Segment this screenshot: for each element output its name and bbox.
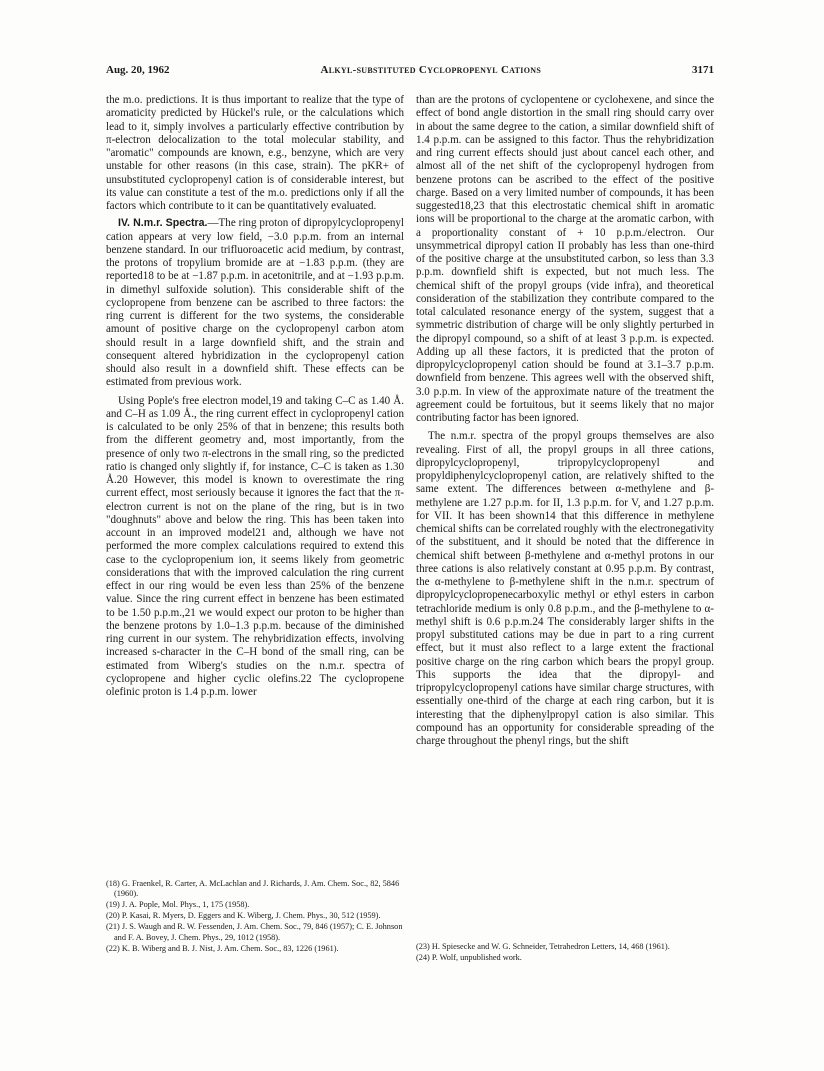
page-number: 3171	[692, 64, 714, 76]
header-date: Aug. 20, 1962	[106, 64, 170, 76]
left-column	[106, 94, 404, 699]
header-title: Alkyl-substituted Cyclopropenyl Cations	[320, 64, 542, 76]
footnotes-left	[106, 878, 404, 954]
left-paragraph-2-text: —The ring proton of dipropylcyclopropenyl cation appears at very low field, −3.0 p.p.m. from an internal benzene standard. In our trifluoroacetic acid medium, by contrast, the protons of tropylium bromide are at −1.83 p.p.m. (they are reported18 to be at −1.87 p.p.m. in acetonitrile, and at −1.93 p.p.m. in dimethyl sulfoxide solution). This considerable shift of the cyclopropene from benzene can be ascribed to three factors: the ring current is different for the two systems, the considerable amount of positive charge on the cyclopropenyl carbon atom should result in a large downfield shift, and the strain and consequent altered hybridization in the cyclopropenyl cation should also result in a downfield shift. These effects can be estimated from previous work.	[106, 217, 404, 389]
left-paragraph-3: Using Pople's free electron model,19 and taking C–C as 1.40 Å. and C–H as 1.09 Å., the ring current effect in cyclopropenyl cation is calculated to be only 25% of that in benzene; this results both from the different geometry and, most importantly, from the presence of only two π-electrons in the small ring, so the predicted ratio is changed only slightly if, for instance, C–C is taken as 1.30 Å.20 However, this model is known to overestimate the ring current effect, most seriously because it ignores the fact that the π-electron current is not on the plane of the ring, but is in two "doughnuts" above and below the ring. This has been taken into account in an improved model21 and, although we have not performed the more complex calculations required to extend this case to the cyclopropenium ion, it seems likely from geometric considerations that with the improved calculation the ring current effect in our ring would be even less than 25% of the benzene value. Since the ring current effect in benzene has been estimated to be 1.50 p.p.m.,21 we would expect our proton to be higher than the benzene protons by 1.0–1.3 p.p.m. because of the diminished ring current in our system. The rehybridization effects, involving increased s-character in the C–H bond of the small ring, can be estimated from Wiberg's studies on the n.m.r. spectra of cyclopropene and higher cyclic olefins.22 The cyclopropene olefinic proton is 1.4 p.p.m. lower	[106, 394, 404, 698]
footnote: (19) J. A. Pople, Mol. Phys., 1, 175 (1958).	[106, 900, 250, 910]
section-heading: IV. N.m.r. Spectra.	[118, 217, 208, 230]
right-paragraph-1: than are the protons of cyclopentene or cyclohexene, and since the effect of bond angle distortion in the small ring should carry over in about the same degree to the cation, a similar downfield shift of 1.4 p.p.m. can be assigned to this factor. Thus the rehybridization and ring current effects should just about cancel each other, and almost all of the net shift of the cyclopropenyl hydrogen from benzene protons can be ascribed to the effect of the positive charge. Based on a very limited number of compounds, it has been suggested18,23 that this electrostatic chemical shift in aromatic ions will be proportional to the charge at the aromatic carbon, with a proportionality constant of + 10 p.p.m./electron. Our unsymmetrical dipropyl cation II probably has less than one-third of the positive charge at the unsubstituted carbon, so less than 3.3 p.p.m. downfield shift is expected, but not much less. The chemical shift of the propyl groups (vide infra), and theoretical consideration of the stabilization they contribute compared to the total calculated resonance energy of the system, suggest that a symmetric distribution of charge will be only slightly perturbed in the dipropyl compound, so a shift of at least 3 p.p.m. is expected. Adding up all these factors, it is predicted that the proton of dipropylcyclopropenyl cation should be found at 3.1–3.7 p.p.m. downfield from benzene. This agrees well with the observed shift, 3.0 p.p.m. In view of the approximate nature of the treatment the agreement could be fortuitous, but it seems likely that no major contributing factor has been ignored.	[416, 94, 714, 424]
footnote: (21) J. S. Waugh and R. W. Fessenden, J. Am. Chem. Soc., 79, 846 (1957); C. E. Johnson and F. A. Bovey, J. Chem. Phys., 29, 1012 (1958).	[106, 922, 403, 942]
footnote: (22) K. B. Wiberg and B. J. Nist, J. Am. Chem. Soc., 83, 1226 (1961).	[106, 943, 339, 953]
footnote: (24) P. Wolf, unpublished work.	[416, 952, 522, 962]
footnote: (23) H. Spiesecke and W. G. Schneider, Tetrahedron Letters, 14, 468 (1961).	[416, 941, 670, 951]
left-paragraph-2	[106, 217, 404, 389]
running-header	[106, 64, 714, 82]
footnotes-right	[416, 941, 714, 963]
footnote: (18) G. Fraenkel, R. Carter, A. McLachlan and J. Richards, J. Am. Chem. Soc., 82, 5846 (1960).	[106, 878, 400, 899]
footnote: (20) P. Kasai, R. Myers, D. Eggers and K. Wiberg, J. Chem. Phys., 30, 512 (1959).	[106, 911, 381, 921]
right-paragraph-2: The n.m.r. spectra of the propyl groups themselves are also revealing. First of all, the propyl groups in all three cations, dipropylcyclopropenyl, tripropylcyclopropenyl and propyldiphenylcyclopropenyl cation, are relatively shifted to the same extent. The differences between α-methylene and β-methylene are 1.27 p.p.m. for II, 1.3 p.p.m. for V, and 1.27 p.p.m. for VII. It has been shown14 that this difference in methylene chemical shifts can be correlated roughly with the electronegativity of the substituent, and it should be noted that the difference in chemical shift between β-methylene and α-methyl protons in our three cations is also relatively constant at 0.95 p.p.m. By contrast, the α-methylene to β-methylene shift in the n.m.r. spectrum of dipropylcyclopropenecarboxylic methyl or ethyl esters in carbon tetrachloride medium is only 0.8 p.p.m., and the β-methylene to α-methyl shift is 0.6 p.p.m.24 The considerably larger shifts in the propyl substituted cations may be due in part to a ring current effect, but it must also reflect to a large extent the fractional positive charge on the ring carbon which bears the propyl group. This supports the idea that the dipropyl- and tripropylcyclopropenyl cations have similar charge structures, with essentially one-third of the charge at each ring carbon, but it is interesting that the diphenylpropyl cation is also similar. This compound has an opportunity for considerable spreading of the charge throughout the phenyl rings, but the shift	[416, 430, 714, 747]
left-paragraph-1: the m.o. predictions. It is thus important to realize that the type of aromaticity predicted by Hückel's rule, or the calculations which lead to it, simply involves a particularly effective contribution by π-electron delocalization to the total molecular stability, and "aromatic" compounds are known, e.g., benzyne, which are very unstable for other reasons (in this case, strain). The pKR+ of unsubstituted cyclopropenyl cation is of considerable interest, but its value can constitute a test of the m.o. predictions only if all the factors which contribute to it can be quantitatively evaluated.	[106, 94, 404, 212]
right-column	[416, 94, 714, 748]
